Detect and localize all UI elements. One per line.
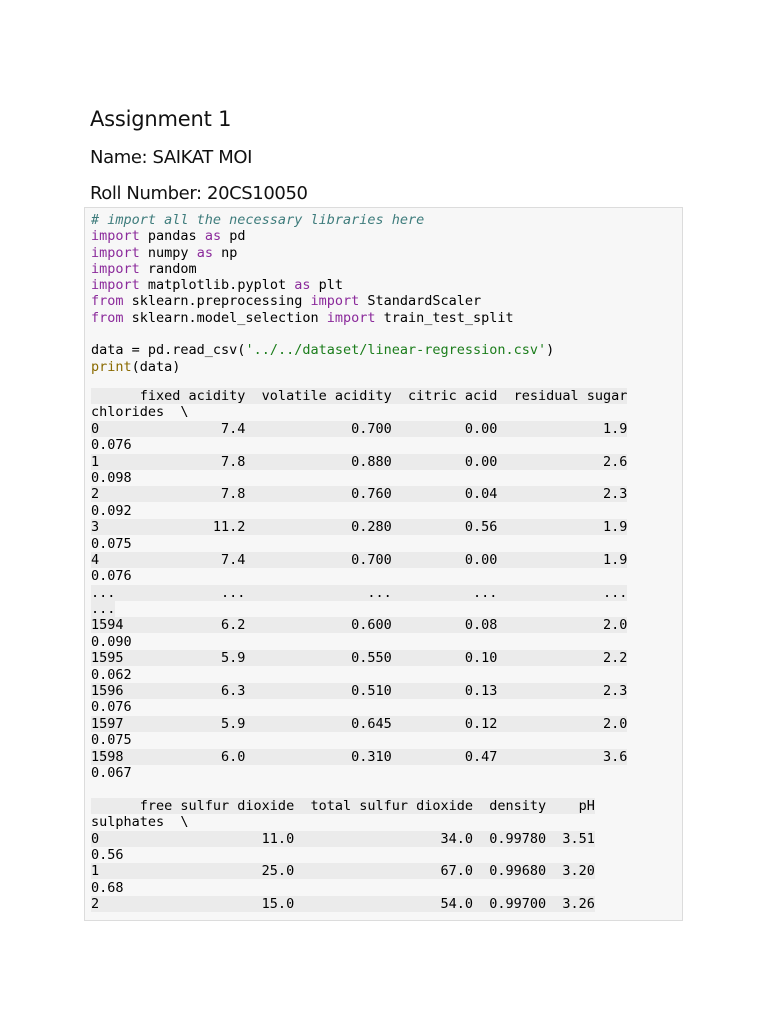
table1-row-wrap: ... — [91, 601, 116, 618]
import-line: from sklearn.model_selection import train_test_split — [91, 309, 514, 326]
table2-row-wrap: 0.56 — [91, 846, 124, 863]
import-line: import pandas as pd — [91, 228, 246, 245]
table1-header: fixed acidity volatile acidity citric acid residual sugar — [91, 388, 628, 404]
table2-row: 2 15.0 54.0 0.99700 3.26 — [91, 896, 595, 913]
code-comment: # import all the necessary libraries here — [91, 212, 425, 228]
import-line: import random — [91, 260, 197, 277]
table1-row: 4 7.4 0.700 0.00 1.9 — [91, 551, 628, 568]
roll-number: Roll Number: 20CS10050 — [90, 183, 308, 204]
read-csv-line: data = pd.read_csv('../../dataset/linear-regression.csv') — [91, 342, 555, 359]
table1-row-wrap: 0.076 — [91, 437, 132, 454]
print-line: print(data) — [91, 358, 181, 375]
table1-row: 1595 5.9 0.550 0.10 2.2 — [91, 650, 628, 667]
table1-row: 2 7.8 0.760 0.04 2.3 — [91, 486, 628, 503]
table1-row: 1598 6.0 0.310 0.47 3.6 — [91, 748, 628, 765]
table1-row-wrap: 0.076 — [91, 699, 132, 716]
page-title: Assignment 1 — [90, 107, 232, 131]
table1-row: 1 7.8 0.880 0.00 2.6 — [91, 453, 628, 470]
table1-row: 1597 5.9 0.645 0.12 2.0 — [91, 715, 628, 732]
table1-row-wrap: 0.090 — [91, 633, 132, 650]
table1-row: ... ... ... ... ... — [91, 584, 628, 601]
table2-row: 1 25.0 67.0 0.99680 3.20 — [91, 863, 595, 880]
table1-row-wrap: 0.067 — [91, 764, 132, 781]
import-line: from sklearn.preprocessing import StandardScaler — [91, 293, 482, 310]
table1-row-wrap: 0.098 — [91, 469, 132, 486]
import-line: import numpy as np — [91, 244, 238, 261]
table1-row-wrap: 0.075 — [91, 535, 132, 552]
table1-row: 1594 6.2 0.600 0.08 2.0 — [91, 617, 628, 634]
table1-row: 0 7.4 0.700 0.00 1.9 — [91, 420, 628, 437]
cell-output — [91, 388, 627, 913]
table2-header-wrap: sulphates \ — [91, 814, 189, 831]
code-input[interactable] — [91, 212, 554, 375]
table2-row: 0 11.0 34.0 0.99780 3.51 — [91, 830, 595, 847]
table1-row: 1596 6.3 0.510 0.13 2.3 — [91, 683, 628, 700]
table1-row: 3 11.2 0.280 0.56 1.9 — [91, 519, 628, 536]
table1-row-wrap: 0.076 — [91, 568, 132, 585]
table2-row-wrap: 0.68 — [91, 879, 124, 896]
table1-header-wrap: chlorides \ — [91, 404, 189, 421]
table1-row-wrap: 0.062 — [91, 666, 132, 683]
import-line: import matplotlib.pyplot as plt — [91, 277, 343, 294]
student-name: Name: SAIKAT MOI — [90, 147, 252, 168]
table1-row-wrap: 0.092 — [91, 502, 132, 519]
table1-row-wrap: 0.075 — [91, 732, 132, 749]
table2-header: free sulfur dioxide total sulfur dioxide density pH — [91, 797, 595, 814]
code-cell[interactable] — [84, 207, 683, 921]
